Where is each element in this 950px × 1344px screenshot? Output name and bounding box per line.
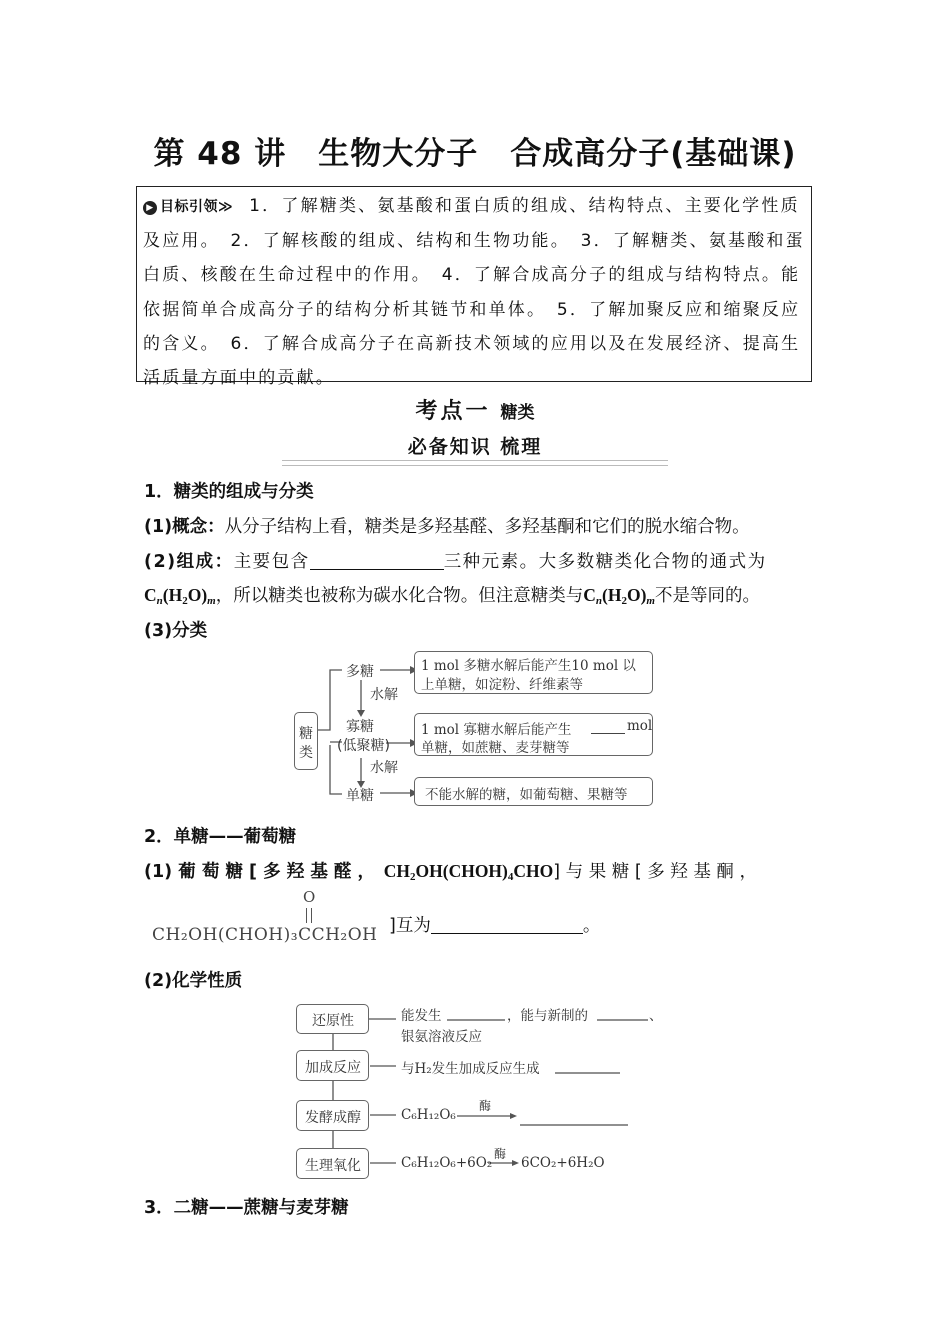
prop-box-fermentation [296,1100,369,1131]
monosaccharide-box [414,777,653,806]
goals-tag: ▶ 目标引领≫ [143,190,233,224]
divider [282,460,668,466]
reducing-desc-4: 银氨溶液反应 [401,1029,482,1045]
page-title: 第 48 讲 生物大分子 合成高分子(基础课) [153,136,797,172]
poly-line-2: 上单糖，如淀粉、纤维素等 [421,677,583,693]
isomer-statement: ]互为 。 [389,916,601,936]
s3-heading: 3．二糖——蔗糖与麦芽糖 [144,1198,349,1218]
learning-goals-box [136,186,812,389]
root-char-1: 糖 [299,726,313,742]
prop-label-fermentation: 发酵成醇 [305,1110,361,1126]
goals-tag-label: 目标引领 [160,199,218,215]
fructose-formula: CH₂OH(CHOH)₃CCH₂OH [152,925,378,945]
oligo-unit: mol [627,718,653,734]
s2-glucose-line: (1) 葡 萄 糖 [ 多 羟 基 醛 ， $CH_2OH(CHOH)_4CHO$] 与 果 糖 [ 多 羟 基 酮 ， [144,861,757,883]
prop-box-addition [296,1050,369,1081]
s1-concept: (1)概念：从分子结构上看，糖类是多羟基醛、多羟基酮和它们的脱水缩合物。 [144,517,750,537]
s2-heading: 2．单糖——葡萄糖 [144,827,297,847]
node-monosaccharide: 单糖 [346,788,374,804]
reducing-desc-3: 、 [649,1008,663,1024]
mono-line: 不能水解的糖，如葡萄糖、果糖等 [425,787,628,803]
learning-goals-text [143,189,805,395]
oligosaccharide-box [414,713,653,756]
addition-desc: 与H₂发生加成反应生成 [401,1061,540,1077]
oxidation-reactant: C₆H₁₂O₆+6O₂ [401,1155,493,1171]
play-icon: ▶ [143,201,157,215]
enzyme-label-2: 酶 [494,1147,507,1161]
prop-label-addition: 加成反应 [305,1060,361,1076]
prop-label-oxidation: 生理氧化 [305,1158,361,1174]
root-char-2: 类 [299,745,313,761]
goals-body: 1．了解糖类、氨基酸和蛋白质的组成、结构特点、主要化学性质及应用。 2．了解核酸的组成、结构和生物功能。 3．了解糖类、氨基酸和蛋白质、核酸在生命过程中的作用。 4．了解合成高分子的组成与结构特点。能依据简单合成高分子的结构分析其链节和单体。 5．了解加聚反应和缩聚反应的含义。 6．了解合成高分子在高新技术领域的应用以及在发展经济、提高生活质量方面中的贡献。 [143,196,805,389]
s1-formula-note: $C_n(H_2O)_m$，所以糖类也被称为碳水化合物。但注意糖类与$C_n(H_2O)_m$不是等同的。 [144,585,760,607]
poly-line-1: 1 mol 多糖水解后能产生10 mol 以 [421,658,636,674]
answer-blank[interactable] [310,569,444,570]
prop-label-reducing: 还原性 [312,1013,354,1029]
answer-blank[interactable] [431,933,583,934]
enzyme-label-1: 酶 [479,1099,492,1113]
section-heading [0,394,950,425]
s1-heading: 1．糖类的组成与分类 [144,482,314,502]
oligo-line-2: 单糖，如蔗糖、麦芽糖等 [421,740,570,756]
polysaccharide-box [414,651,653,694]
prop-box-oxidation [296,1148,369,1179]
s2-chem-props-label: (2)化学性质 [144,971,243,991]
arrow-label-hydrolysis-1: 水解 [370,687,398,703]
oligo-line-1: 1 mol 寡糖水解后能产生 [421,722,572,738]
carbonyl-double-bond [306,908,312,923]
node-oligosaccharide-alt: (低聚糖) [337,738,390,754]
oligo-blank[interactable] [591,733,625,734]
carbonyl-o: O [303,888,316,906]
section-subheading: 必备知识 梳理 [407,436,543,458]
sugar-root-box [294,712,318,770]
node-polysaccharide: 多糖 [346,664,374,680]
reducing-desc-2: ，能与新制的 [507,1008,588,1024]
fermentation-reactant: C₆H₁₂O₆ [401,1107,456,1123]
oxidation-product: 6CO₂+6H₂O [521,1155,605,1171]
section-topic: 糖类 [500,403,535,423]
node-oligosaccharide: 寡糖 [346,719,374,735]
section-label: 考点一 [415,399,491,424]
s1-classification-label: (3)分类 [144,621,208,641]
reducing-desc-1: 能发生 [401,1008,442,1024]
s1-composition: (2)组成：主要包含 三种元素。大多数糖类化合物的通式为 [144,552,767,572]
prop-box-reducing [296,1004,369,1034]
arrow-label-hydrolysis-2: 水解 [370,760,398,776]
